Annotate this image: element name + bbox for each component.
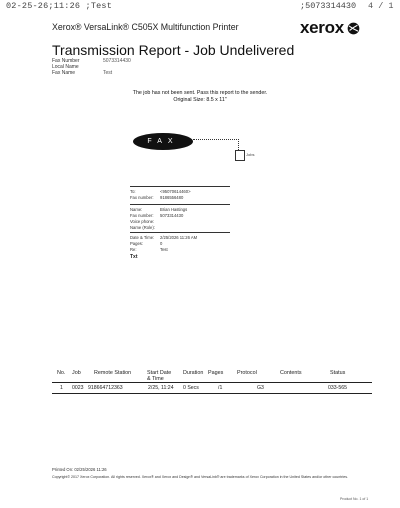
field-label-fax-name: Fax Name	[52, 70, 76, 76]
field-value-fax-name: Test	[103, 70, 113, 76]
product-name: Xerox® VersaLink® C505X Multifunction Printer	[52, 22, 239, 32]
table-row-rule	[52, 393, 372, 394]
detail-value-re: Test	[160, 247, 168, 252]
text-label: Txt	[130, 254, 138, 260]
notice-line-2: Original Size: 8.5 x 11"	[173, 97, 227, 103]
cell-remote-station: 918664712363	[88, 385, 123, 391]
table-header-rule	[52, 382, 372, 383]
detail-value-name: Brian Hastings	[160, 207, 188, 212]
detail-label-re: Re:	[130, 247, 137, 252]
detail-value-pages: 0	[160, 241, 163, 246]
corner-note: Product No. 1 of 1	[340, 497, 369, 501]
detail-value-to: <95070614460>	[160, 189, 191, 194]
xerox-ball-icon	[347, 22, 360, 35]
field-label-fax-number: Fax Number	[52, 58, 80, 64]
col-header-start-date: Start Date & Time	[147, 370, 172, 382]
detail-label-name: Name:	[130, 207, 143, 212]
field-value-fax-number: 5073314430	[103, 58, 131, 64]
col-header-protocol: Protocol	[237, 370, 257, 376]
col-header-pages: Pages	[208, 370, 224, 376]
connector-drop	[238, 139, 239, 150]
detail-label-to: To:	[130, 189, 136, 194]
detail-label-date: Date & Time:	[130, 235, 155, 240]
connector-line	[193, 139, 239, 140]
detail-value-fax-number: 9186556480	[160, 195, 184, 200]
fax-header-left: 02-25-26;11:26 ;Test	[6, 1, 113, 11]
details-rule-2	[130, 204, 230, 205]
cell-duration: 0 Secs	[183, 385, 199, 391]
detail-label-voice-phone: Voice phone:	[130, 219, 155, 224]
col-header-remote-station: Remote Station	[94, 370, 132, 376]
report-title: Transmission Report - Job Undelivered	[52, 42, 295, 58]
cell-no: 1	[60, 385, 63, 391]
details-rule-1	[130, 186, 230, 187]
col-header-duration: Duration	[183, 370, 204, 376]
detail-value-sender-fax: 5073314430	[160, 213, 184, 218]
details-rule-3	[130, 232, 230, 233]
detail-value-date: 2/25/2026 11:26 AM	[160, 235, 198, 240]
xerox-logo	[300, 18, 360, 38]
field-label-local-name: Local Name	[52, 64, 79, 70]
detail-label-pages: Pages:	[130, 241, 144, 246]
printed-on: Printed On: 02/25/2026 11:26	[52, 467, 107, 472]
page-icon-label: Jobs	[246, 152, 255, 157]
notice-line-1: The job has not been sent. Pass this report to the sender.	[132, 90, 268, 96]
fax-header-page: 4 / 1	[368, 1, 394, 11]
cell-job: 0023	[72, 385, 84, 391]
col-header-contents: Contents	[280, 370, 302, 376]
detail-label-fax-number: Fax number:	[130, 195, 154, 200]
cell-pages: /1	[218, 385, 223, 391]
detail-label-role: Name (Role):	[130, 225, 155, 230]
fax-oval-text: FAX	[147, 138, 179, 145]
col-header-status: Status	[330, 370, 346, 376]
fax-oval	[133, 133, 193, 150]
cell-start-date: 2/25, 11:24	[148, 385, 174, 391]
col-header-no: No.	[57, 370, 66, 376]
col-header-job: Job	[72, 370, 81, 376]
logo-text: xerox	[300, 18, 344, 37]
cell-status: 033-565	[328, 385, 348, 391]
cell-protocol: G3	[257, 385, 264, 391]
fax-header-number: ;5073314430	[300, 1, 357, 11]
page-icon	[235, 150, 245, 161]
detail-label-sender-fax: Fax number:	[130, 213, 154, 218]
copyright: Copyright© 2017 Xerox Corporation. All rights reserved. Xerox® and Xerox and Design® and VersaLink® are trademarks of Xerox Corporation in the United States and/or other countries.	[52, 475, 349, 479]
